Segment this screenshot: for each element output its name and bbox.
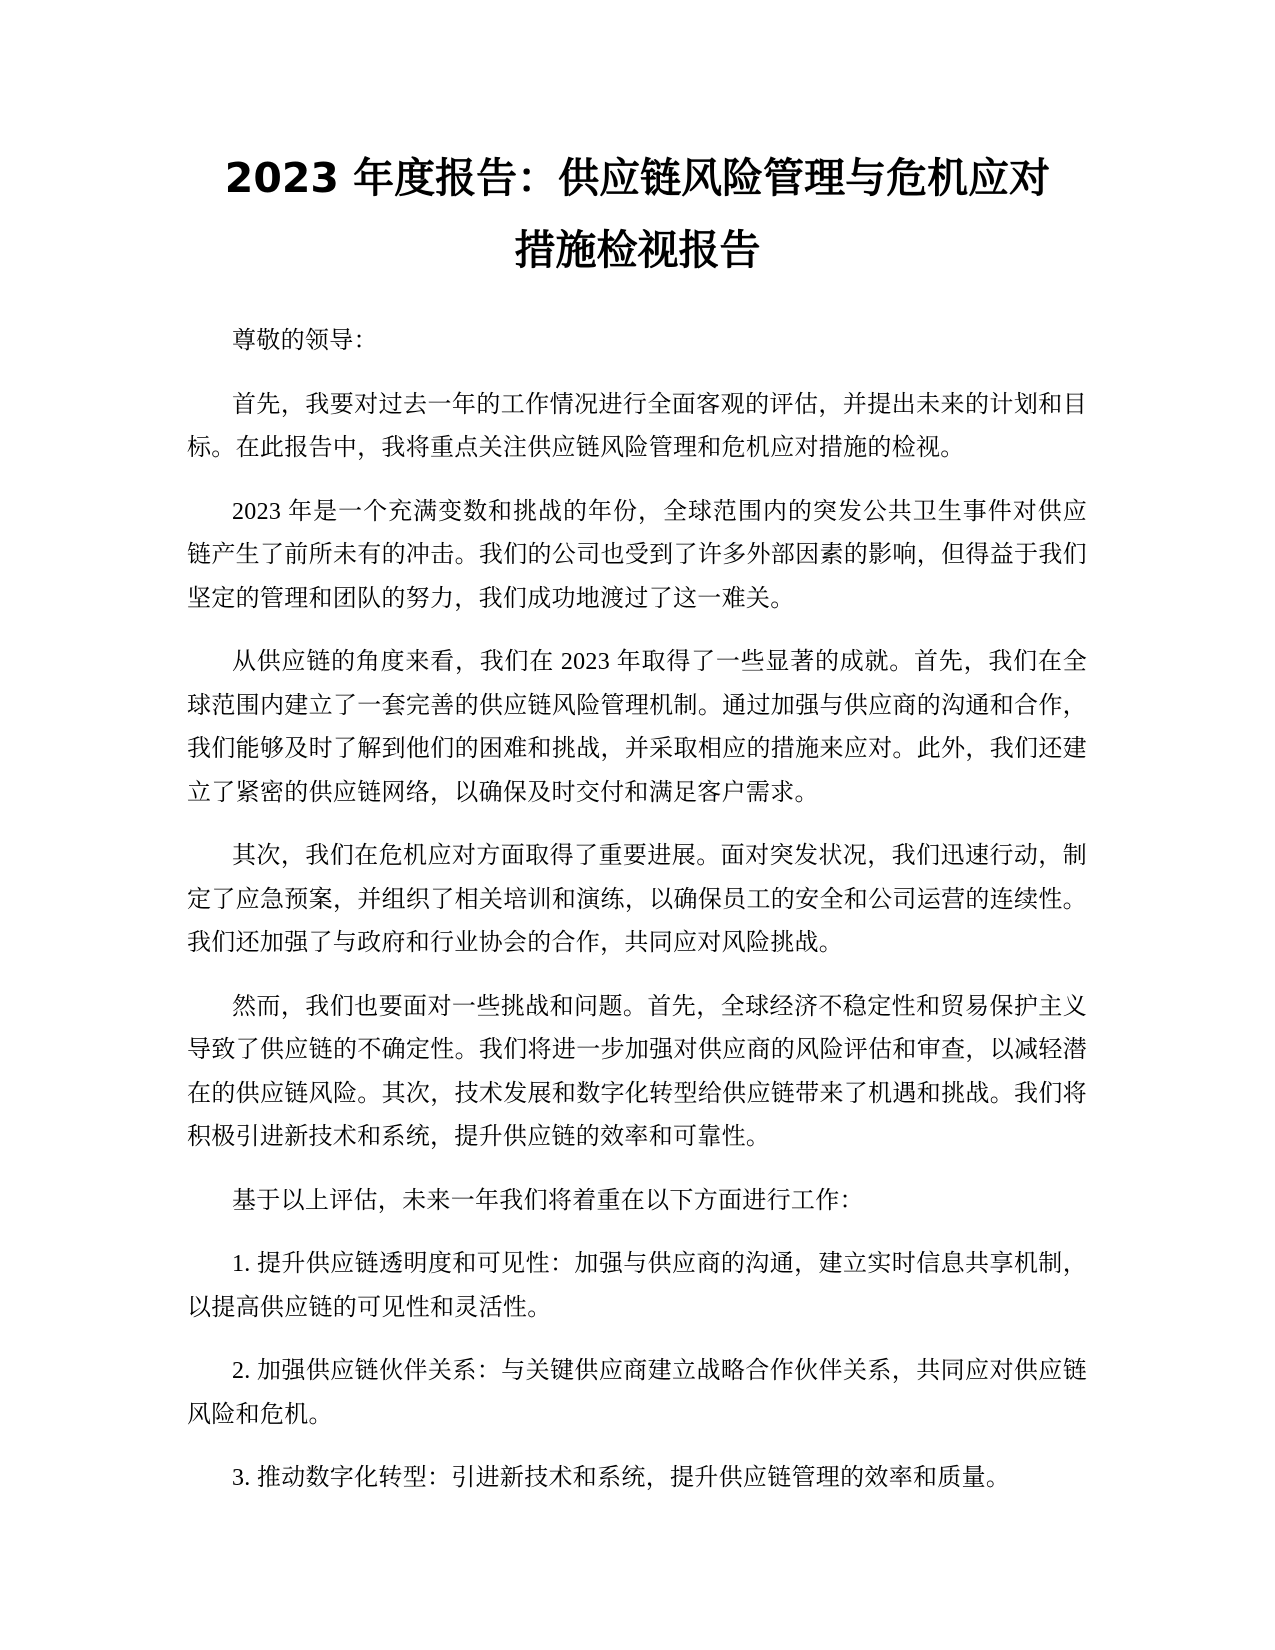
paragraph-intro: 首先，我要对过去一年的工作情况进行全面客观的评估，并提出未来的计划和目标。在此报告中，我将重点关注供应链风险管理和危机应对措施的检视。 [187, 391, 1087, 461]
document-body [187, 320, 1087, 1521]
title-line-2: 措施检视报告 [514, 226, 761, 274]
paragraph-plan-intro: 基于以上评估，未来一年我们将着重在以下方面进行工作： [232, 1187, 864, 1214]
paragraph-year-overview: 2023 年是一个充满变数和挑战的年份，全球范围内的突发公共卫生事件对供应链产生了前所未有的冲击。我们的公司也受到了许多外部因素的影响，但得益于我们坚定的管理和团队的努力，我们成功地渡过了这一难关。 [187, 498, 1087, 612]
paragraph-challenges: 然而，我们也要面对一些挑战和问题。首先，全球经济不稳定性和贸易保护主义导致了供应链的不确定性。我们将进一步加强对供应商的风险评估和审查，以减轻潜在的供应链风险。其次，技术发展和数字化转型给供应链带来了机遇和挑战。我们将积极引进新技术和系统，提升供应链的效率和可靠性。 [187, 993, 1087, 1150]
document-title [150, 142, 1125, 286]
paragraph-crisis-response: 其次，我们在危机应对方面取得了重要进展。面对突发状况，我们迅速行动，制定了应急预案，并组织了相关培训和演练，以确保员工的安全和公司运营的连续性。我们还加强了与政府和行业协会的合作，共同应对风险挑战。 [187, 843, 1087, 956]
salutation: 尊敬的领导： [232, 328, 378, 354]
paragraph-supply-chain-achievements: 从供应链的角度来看，我们在 2023 年取得了一些显著的成就。首先，我们在全球范围内建立了一套完善的供应链风险管理机制。通过加强与供应商的沟通和合作，我们能够及时了解到他们的困难和挑战，并采取相应的措施来应对。此外，我们还建立了紧密的供应链网络，以确保及时交付和满足客户需求。 [187, 649, 1087, 806]
list-item-2: 2. 加强供应链伙伴关系：与关键供应商建立战略合作伙伴关系，共同应对供应链风险和危机。 [187, 1358, 1087, 1428]
list-item-1: 1. 提升供应链透明度和可见性：加强与供应商的沟通，建立实时信息共享机制，以提高供应链的可见性和灵活性。 [187, 1251, 1087, 1321]
title-line-1: 2023 年度报告：供应链风险管理与危机应对 [224, 154, 1051, 202]
list-item-3: 3. 推动数字化转型：引进新技术和系统，提升供应链管理的效率和质量。 [232, 1465, 1011, 1491]
